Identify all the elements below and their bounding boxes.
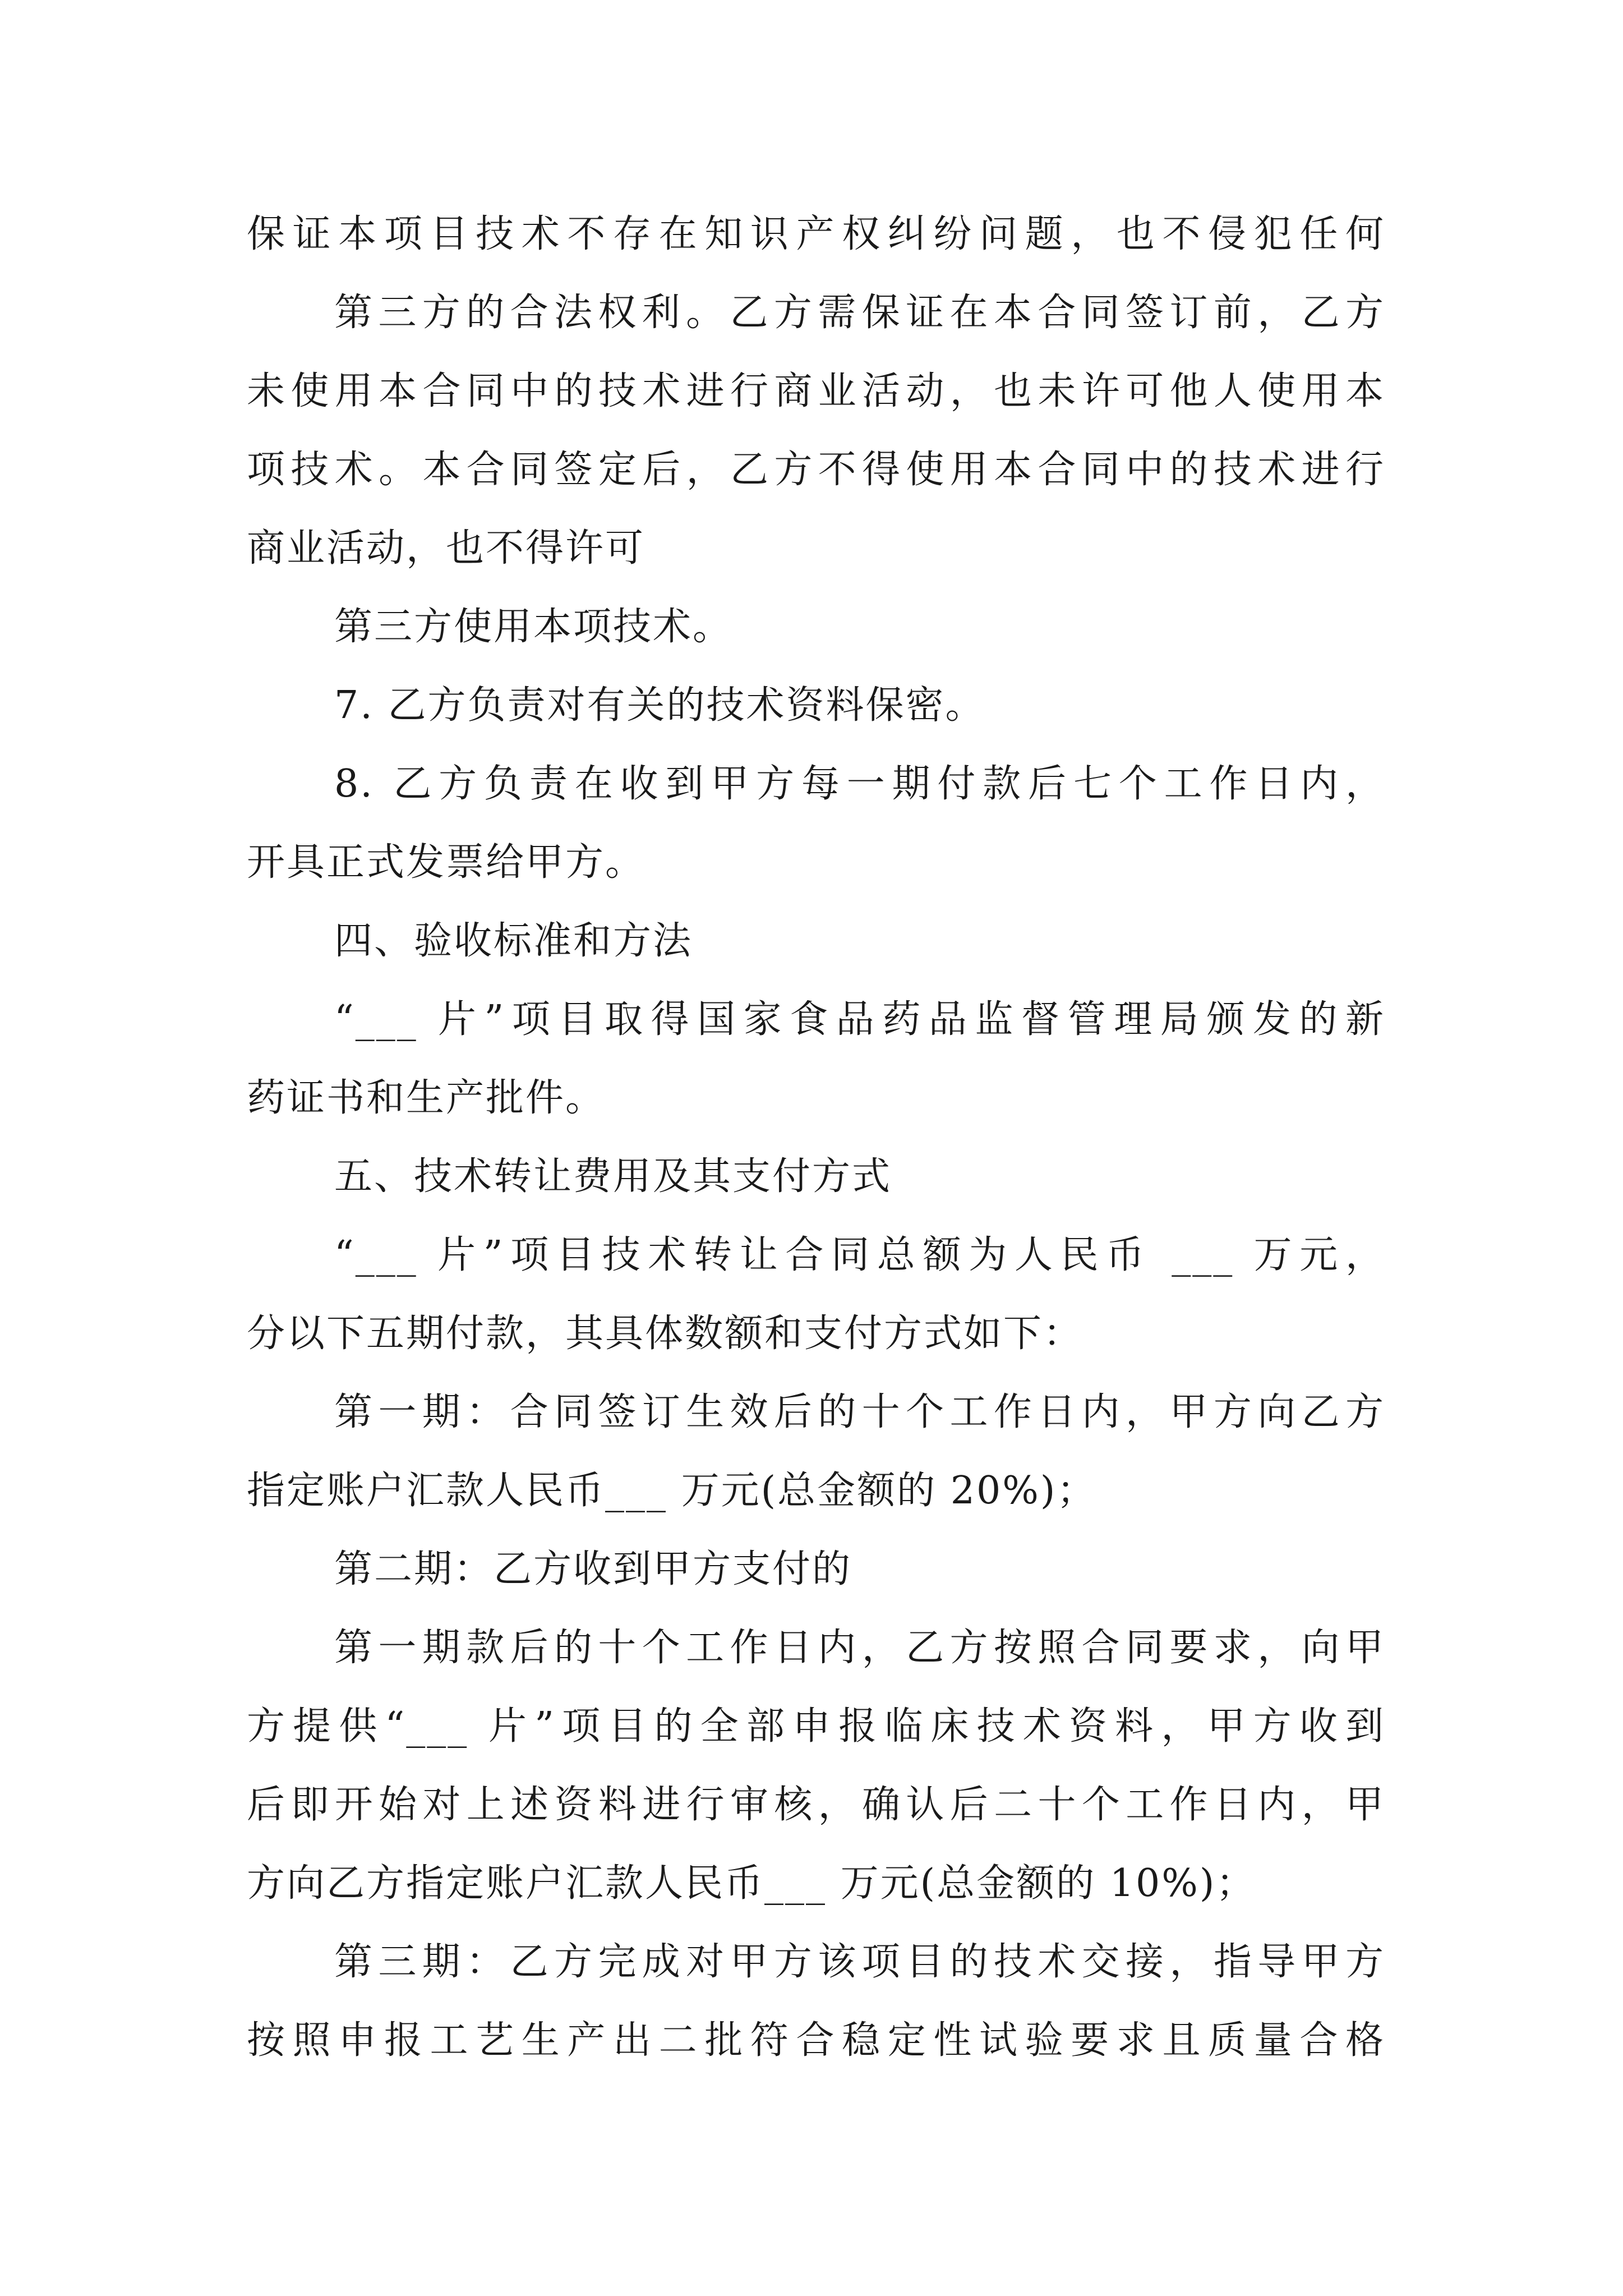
- body-line-2: 第三方的合法权利。乙方需保证在本合同签订前，乙方: [334, 291, 1385, 335]
- body-line-19: 第一期款后的十个工作日内，乙方按照合同要求，向甲: [334, 1626, 1385, 1670]
- body-line-21: 后即开始对上述资料进行审核，确认后二十个工作日内，甲: [247, 1783, 1385, 1827]
- body-line-17: 指定账户汇款人民币___ 万元(总金额的 20%)；: [247, 1469, 1097, 1513]
- body-line-18: 第二期：乙方收到甲方支付的: [334, 1547, 852, 1591]
- body-line-14: “___ 片”项目技术转让合同总额为人民币 ___ 万元，: [334, 1233, 1385, 1277]
- body-line-8: 8. 乙方负责在收到甲方每一期付款后七个工作日内，: [334, 762, 1385, 806]
- body-line-15: 分以下五期付款，其具体数额和支付方式如下：: [247, 1312, 1083, 1356]
- body-line-1: 保证本项目技术不存在知识产权纠纷问题，也不侵犯任何: [247, 212, 1385, 256]
- body-line-22: 方向乙方指定账户汇款人民币___ 万元(总金额的 10%)；: [247, 1861, 1256, 1906]
- body-line-11: “___ 片”项目取得国家食品药品监督管理局颁发的新: [334, 997, 1385, 1042]
- body-line-6: 第三方使用本项技术。: [334, 605, 733, 649]
- body-line-5: 商业活动，也不得许可: [247, 526, 645, 570]
- body-line-12: 药证书和生产批件。: [247, 1076, 606, 1120]
- body-line-9: 开具正式发票给甲方。: [247, 840, 645, 885]
- body-line-16: 第一期：合同签订生效后的十个工作日内，甲方向乙方: [334, 1390, 1385, 1434]
- document-body: [247, 195, 1385, 2080]
- body-line-7: 7. 乙方负责对有关的技术资料保密。: [334, 683, 985, 728]
- body-line-24: 按照申报工艺生产出二批符合稳定性试验要求且质量合格: [247, 2018, 1385, 2063]
- section-heading-acceptance: 四、验收标准和方法: [334, 919, 693, 963]
- body-line-4: 项技术。本合同签定后，乙方不得使用本合同中的技术进行: [247, 448, 1385, 492]
- body-line-23: 第三期：乙方完成对甲方该项目的技术交接，指导甲方: [334, 1940, 1385, 1984]
- body-line-20: 方提供“___ 片”项目的全部申报临床技术资料，甲方收到: [247, 1704, 1385, 1749]
- body-line-3: 未使用本合同中的技术进行商业活动，也未许可他人使用本: [247, 369, 1385, 413]
- section-heading-payment: 五、技术转让费用及其支付方式: [334, 1154, 892, 1199]
